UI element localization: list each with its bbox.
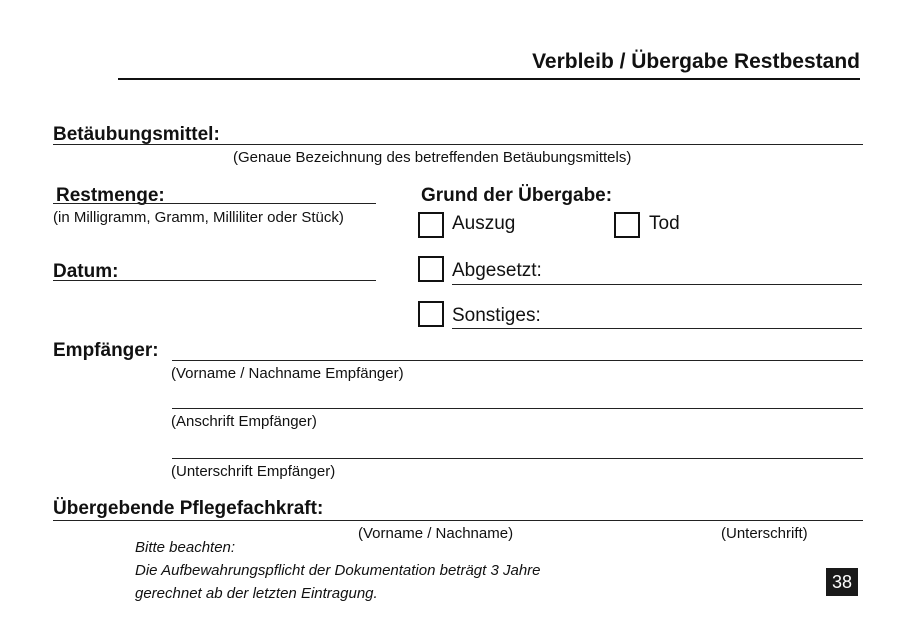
substance-label: Betäubungsmittel: bbox=[53, 124, 220, 145]
remaining-hint: (in Milligramm, Gramm, Milliliter oder Stück) bbox=[53, 209, 344, 226]
nurse-field-line[interactable] bbox=[53, 520, 863, 521]
note-line-start: gerechnet ab der letzten Eintragung. bbox=[135, 585, 378, 602]
substance-field-line[interactable] bbox=[53, 144, 863, 145]
remaining-label: Restmenge: bbox=[56, 185, 165, 206]
death-checkbox[interactable] bbox=[614, 212, 640, 238]
death-label: Tod bbox=[649, 213, 680, 234]
move-out-checkbox[interactable] bbox=[418, 212, 444, 238]
nurse-name-hint: (Vorname / Nachname) bbox=[358, 525, 514, 542]
other-field-line[interactable] bbox=[452, 328, 862, 329]
discontinued-field-line[interactable] bbox=[452, 284, 862, 285]
substance-hint: (Genaue Bezeichnung des betreffenden Betäubungsmittels) bbox=[233, 149, 632, 166]
other-checkbox[interactable] bbox=[418, 301, 444, 327]
date-field-line[interactable] bbox=[53, 280, 376, 281]
note-heading: Bitte beachten: bbox=[135, 539, 236, 556]
recipient-address-line[interactable] bbox=[172, 408, 863, 409]
recipient-signature-line[interactable] bbox=[172, 458, 863, 459]
date-label: Datum: bbox=[53, 261, 119, 282]
recipient-name-hint: (Vorname / Nachname Empfänger) bbox=[171, 365, 404, 382]
reason-label: Grund der Übergabe: bbox=[421, 185, 613, 206]
recipient-signature-hint: (Unterschrift Empfänger) bbox=[171, 463, 336, 480]
discontinued-label: Abgesetzt: bbox=[452, 260, 542, 281]
title-underline bbox=[118, 78, 860, 80]
recipient-address-hint: (Anschrift Empfänger) bbox=[171, 413, 317, 430]
page-title: Verbleib / Übergabe Restbestand bbox=[532, 50, 860, 73]
move-out-label: Auszug bbox=[452, 213, 516, 234]
other-label: Sonstiges: bbox=[452, 305, 541, 326]
nurse-label: Übergebende Pflegefachkraft: bbox=[53, 498, 324, 519]
recipient-name-line[interactable] bbox=[172, 360, 863, 361]
note-line-retention: Die Aufbewahrungspflicht der Dokumentation beträgt 3 Jahre bbox=[135, 562, 541, 579]
discontinued-checkbox[interactable] bbox=[418, 256, 444, 282]
nurse-signature-hint: (Unterschrift) bbox=[721, 525, 808, 542]
recipient-label: Empfänger: bbox=[53, 340, 159, 361]
remaining-field-line[interactable] bbox=[53, 203, 376, 204]
page-number: 38 bbox=[826, 568, 858, 596]
